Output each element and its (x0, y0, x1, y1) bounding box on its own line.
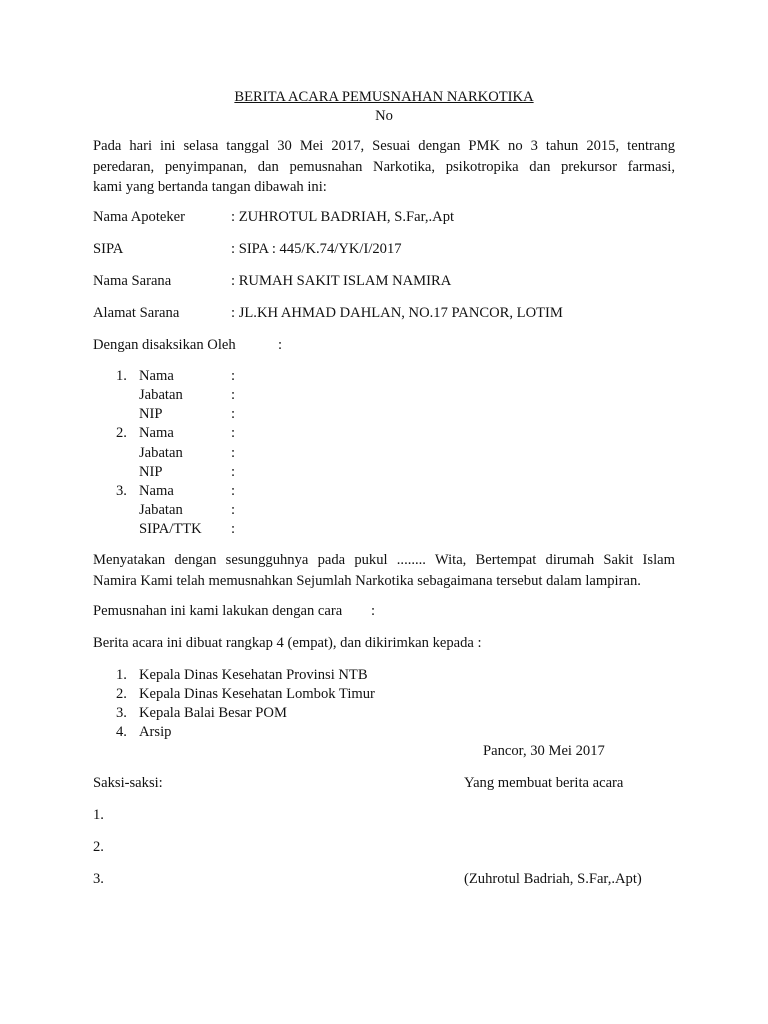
statement-paragraph (93, 550, 675, 591)
witness-field-colon: : (231, 425, 236, 441)
recipient-item: Kepala Balai Besar POM (139, 705, 287, 721)
intro-line: kami yang bertanda tangan dibawah ini: (93, 179, 327, 195)
witness-field-label: Nama (139, 368, 174, 384)
intro-paragraph (93, 136, 675, 198)
witness-field-colon: : (231, 502, 236, 518)
recipient-number: 2. (116, 686, 127, 702)
witness-number: 2. (116, 425, 127, 441)
signature-number: 3. (93, 871, 104, 887)
intro-line: peredaran, penyimpanan, dan pemusnahan Narkotika, psikotropika dan prekursor farmasi, (93, 158, 675, 175)
statement-line: Namira Kami telah memusnahkan Sejumlah Narkotika sebagaimana tersebut dalam lampiran. (93, 572, 641, 589)
signature-number: 2. (93, 839, 104, 855)
witness-field-colon: : (231, 464, 236, 480)
witness-field-label: Jabatan (139, 387, 183, 403)
witness-field-colon: : (231, 368, 236, 384)
witness-field-label: Nama (139, 483, 174, 499)
witness-field-colon: : (231, 445, 236, 461)
statement-line: Menyatakan dengan sesungguhnya pada pukul ........ Wita, Bertempat dirumah Sakit Islam (93, 552, 675, 568)
copies-text: Berita acara ini dibuat rangkap 4 (empat), dan dikirimkan kepada : (93, 635, 482, 651)
intro-line: Pada hari ini selasa tanggal 30 Mei 2017, Sesuai dengan PMK no 3 tahun 2015, tentrang (93, 138, 675, 154)
witness-field-colon: : (231, 387, 236, 403)
field-label-sarana: Nama Sarana (93, 273, 172, 289)
witness-field-label: Nama (139, 425, 174, 441)
method-label: Pemusnahan ini kami lakukan dengan cara (93, 603, 343, 619)
witness-number: 1. (116, 368, 127, 384)
field-label-apoteker: Nama Apoteker (93, 209, 185, 225)
witness-field-label: Jabatan (139, 502, 183, 518)
witnesses-label: Saksi-saksi: (93, 775, 163, 791)
recipient-item: Kepala Dinas Kesehatan Lombok Timur (139, 686, 375, 702)
recipient-item: Arsip (139, 724, 172, 740)
witness-field-label: NIP (139, 406, 163, 422)
recipient-number: 4. (116, 724, 127, 740)
witness-field-label: Jabatan (139, 445, 183, 461)
field-label-sipa: SIPA (93, 241, 124, 257)
witness-intro: Dengan disaksikan Oleh (93, 337, 236, 353)
witness-intro-colon: : (278, 337, 283, 353)
field-label-alamat: Alamat Sarana (93, 305, 180, 321)
field-value-apoteker: : ZUHROTUL BADRIAH, S.Far,.Apt (231, 209, 455, 225)
place-date: Pancor, 30 Mei 2017 (483, 743, 605, 759)
recipient-number: 3. (116, 705, 127, 721)
method-colon: : (371, 603, 376, 619)
maker-label: Yang membuat berita acara (464, 775, 624, 791)
witness-field-colon: : (231, 483, 236, 499)
witness-number: 3. (116, 483, 127, 499)
witness-field-colon: : (231, 406, 236, 422)
document-number-label: No (375, 108, 393, 124)
maker-name: (Zuhrotul Badriah, S.Far,.Apt) (464, 871, 642, 887)
field-value-sarana: : RUMAH SAKIT ISLAM NAMIRA (231, 273, 452, 289)
field-value-alamat: : JL.KH AHMAD DAHLAN, NO.17 PANCOR, LOTIM (231, 305, 563, 321)
signature-number: 1. (93, 807, 104, 823)
witness-field-label: SIPA/TTK (139, 521, 202, 537)
witness-field-label: NIP (139, 464, 163, 480)
field-value-sipa: : SIPA : 445/K.74/YK/I/2017 (231, 241, 402, 257)
document-title: BERITA ACARA PEMUSNAHAN NARKOTIKA (234, 89, 534, 105)
recipient-number: 1. (116, 667, 127, 683)
recipient-item: Kepala Dinas Kesehatan Provinsi NTB (139, 667, 368, 683)
witness-field-colon: : (231, 521, 236, 537)
